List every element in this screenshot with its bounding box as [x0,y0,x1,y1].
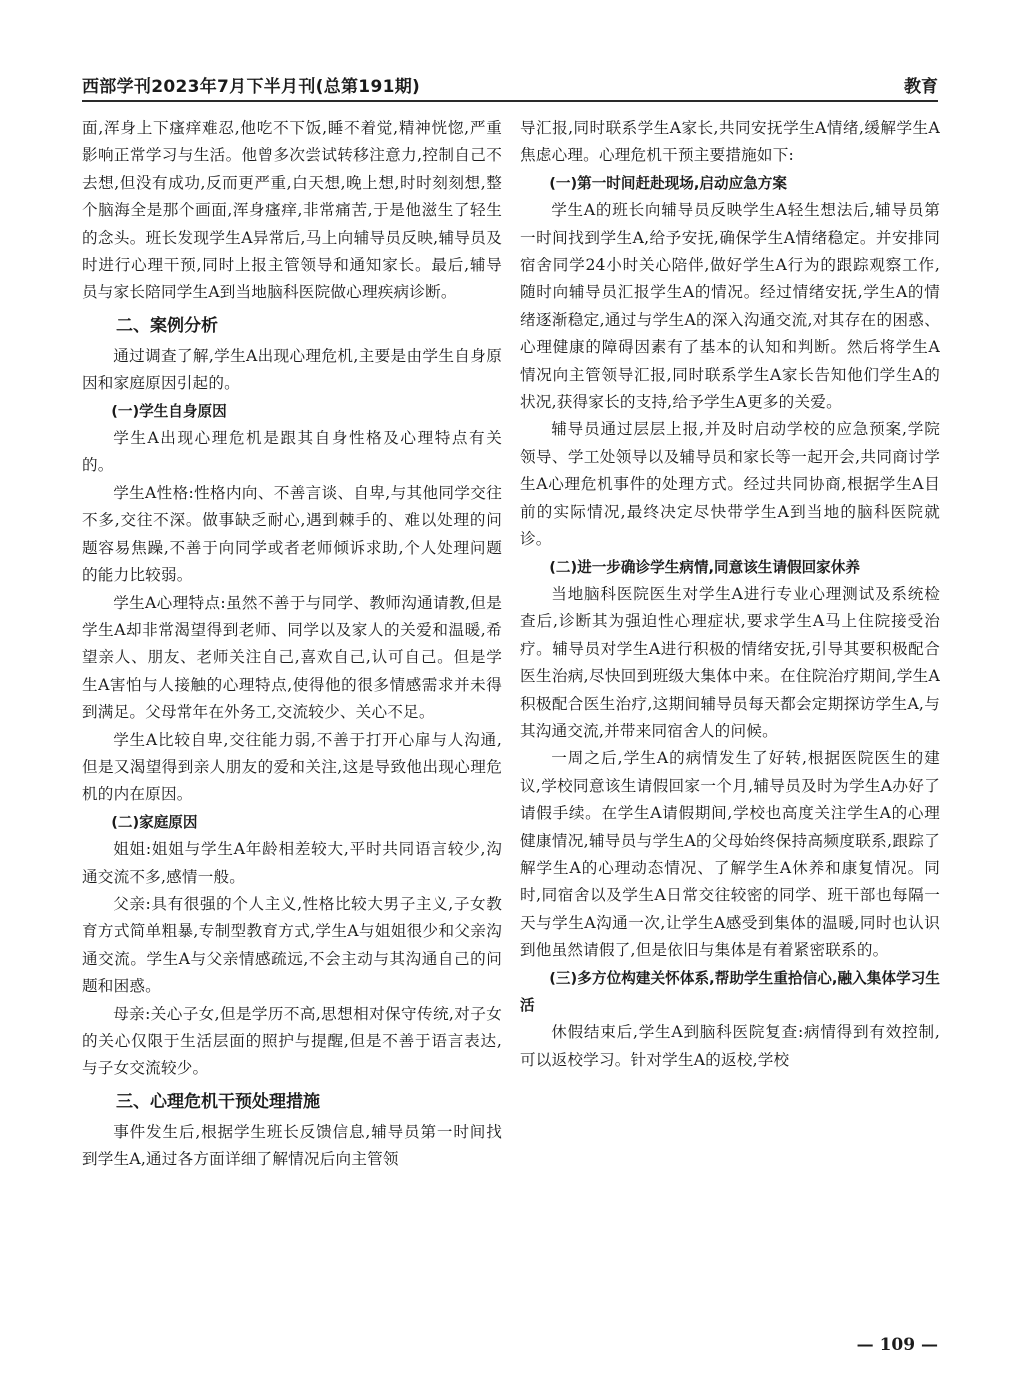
section-label: 教育 [904,77,938,97]
body-paragraph: 学生A心理特点:虽然不善于与同学、教师沟通请教,但是学生A却非常渴望得到老师、同学以及家人的关爱和温暖,希望亲人、朋友、老师关注自己,喜欢自己,认可自己。但是学生A害怕与人接触的心理特点,使得他的很多情感需求并未得到满足。父母常年在外务工,交流较少、关心不足。 [82,593,502,722]
subsection-heading: (二)进一步确诊学生病情,同意该生请假回家休养 [549,558,860,576]
running-header [82,72,938,100]
body-paragraph: 学生A比较自卑,交往能力弱,不善于打开心扉与人沟通,但是又渴望得到亲人朋友的爱和关注,这是导致他出现心理危机的内在原因。 [82,730,502,804]
body-paragraph: 通过调查了解,学生A出现心理危机,主要是由学生自身原因和家庭原因引起的。 [82,346,502,393]
right-column [520,115,940,1074]
body-paragraph: 姐姐:姐姐与学生A年龄相差较大,平时共同语言较少,沟通交流不多,感情一般。 [82,840,502,886]
journal-title: 西部学刊2023年7月下半月刊(总第191期) [82,77,421,97]
body-paragraph: 当地脑科医院医生对学生A进行专业心理测试及系统检查后,诊断其为强迫性心理症状,要求学生A马上住院接受治疗。辅导员对学生A进行积极的情绪安抚,引导其要积极配合医生治病,尽快回到班级大集体中来。在住院治疗期间,学生A积极配合医生治疗,这期间辅导员每天都会定期探访学生A,与其沟通交流,并带来同宿舍人的问候。 [520,584,940,740]
subsection-heading: (二)家庭原因 [111,813,198,831]
body-paragraph: 学生A性格:性格内向、不善言谈、自卑,与其他同学交往不多,交往不深。做事缺乏耐心,遇到棘手的、难以处理的问题容易焦躁,不善于向同学或者老师倾诉求助,个人处理问题的能力比较弱。 [82,483,502,585]
body-paragraph: 休假结束后,学生A到脑科医院复查:病情得到有效控制,可以返校学习。针对学生A的返校,学校 [520,1023,940,1069]
section-heading: 三、心理危机干预处理措施 [116,1091,320,1112]
body-paragraph: 母亲:关心子女,但是学历不高,思想相对保守传统,对子女的关心仅限于生活层面的照护与提醒,但是不善于语言表达,与子女交流较少。 [82,1004,502,1078]
body-paragraph: 一周之后,学生A的病情发生了好转,根据医院医生的建议,学校同意该生请假回家一个月,辅导员及时为学生A办好了请假手续。在学生A请假期间,学校也高度关注学生A的心理健康情况,辅导员与学生A的父母始终保持高频度联系,跟踪了解学生A的心理动态情况、了解学生A休养和康复情况。同时,同宿舍以及学生A日常交往较密的同学、班干部也每隔一天与学生A沟通一次,让学生A感受到集体的温暖,同时也认识到他虽然请假了,但是依旧与集体是有着紧密联系的。 [520,749,940,960]
subsection-heading: (一)第一时间赶赴现场,启动应急方案 [549,174,787,192]
header-rule [82,100,938,102]
subsection-heading: (三)多方位构建关怀体系,帮助学生重拾信心,融入集体学习生活 [520,969,940,1014]
body-paragraph: 导汇报,同时联系学生A家长,共同安抚学生A情绪,缓解学生A焦虑心理。心理危机干预主要措施如下: [520,119,940,165]
body-paragraph: 父亲:具有很强的个人主义,性格比较大男子主义,子女教育方式简单粗暴,专制型教育方式,学生A与姐姐很少和父亲沟通交流。学生A与父亲情感疏远,不会主动与其沟通自己的问题和困惑。 [82,894,502,996]
page-number: — 109 — [856,1335,938,1355]
body-paragraph: 学生A的班长向辅导员反映学生A轻生想法后,辅导员第一时间找到学生A,给予安抚,确保学生A情绪稳定。并安排同宿舍同学24小时关心陪伴,做好学生A行为的跟踪观察工作,随时向辅导员汇报学生A的情况。经过情绪安抚,学生A的情绪逐渐稳定,通过与学生A的深入沟通交流,对其存在的困惑、心理健康的障碍因素有了基本的认知和判断。然后将学生A情况向主管领导汇报,同时联系学生A家长告知他们学生A的状况,获得家长的支持,给予学生A更多的关爱。 [520,201,940,412]
body-paragraph: 辅导员通过层层上报,并及时启动学校的应急预案,学院领导、学工处领导以及辅导员和家长等一起开会,共同商讨学生A心理危机事件的处理方式。经过共同协商,根据学生A目前的实际情况,最终决定尽快带学生A到当地的脑科医院就诊。 [520,420,940,549]
body-paragraph: 学生A出现心理危机是跟其自身性格及心理特点有关的。 [82,429,502,475]
subsection-heading: (一)学生自身原因 [111,402,227,420]
section-heading: 二、案例分析 [116,315,218,336]
left-column [82,115,502,1174]
body-paragraph: 面,浑身上下瘙痒难忍,他吃不下饭,睡不着觉,精神恍惚,严重影响正常学习与生活。他曾多次尝试转移注意力,控制自己不去想,但没有成功,反而更严重,白天想,晚上想,时时刻刻想,整个脑海全是那个画面,浑身瘙痒,非常痛苦,于是他滋生了轻生的念头。班长发现学生A异常后,马上向辅导员反映,辅导员及时进行心理干预,同时上报主管领导和通知家长。最后,辅导员与家长陪同学生A到当地脑科医院做心理疾病诊断。 [82,119,502,302]
body-paragraph: 事件发生后,根据学生班长反馈信息,辅导员第一时间找到学生A,通过各方面详细了解情况后向主管领 [82,1122,502,1169]
